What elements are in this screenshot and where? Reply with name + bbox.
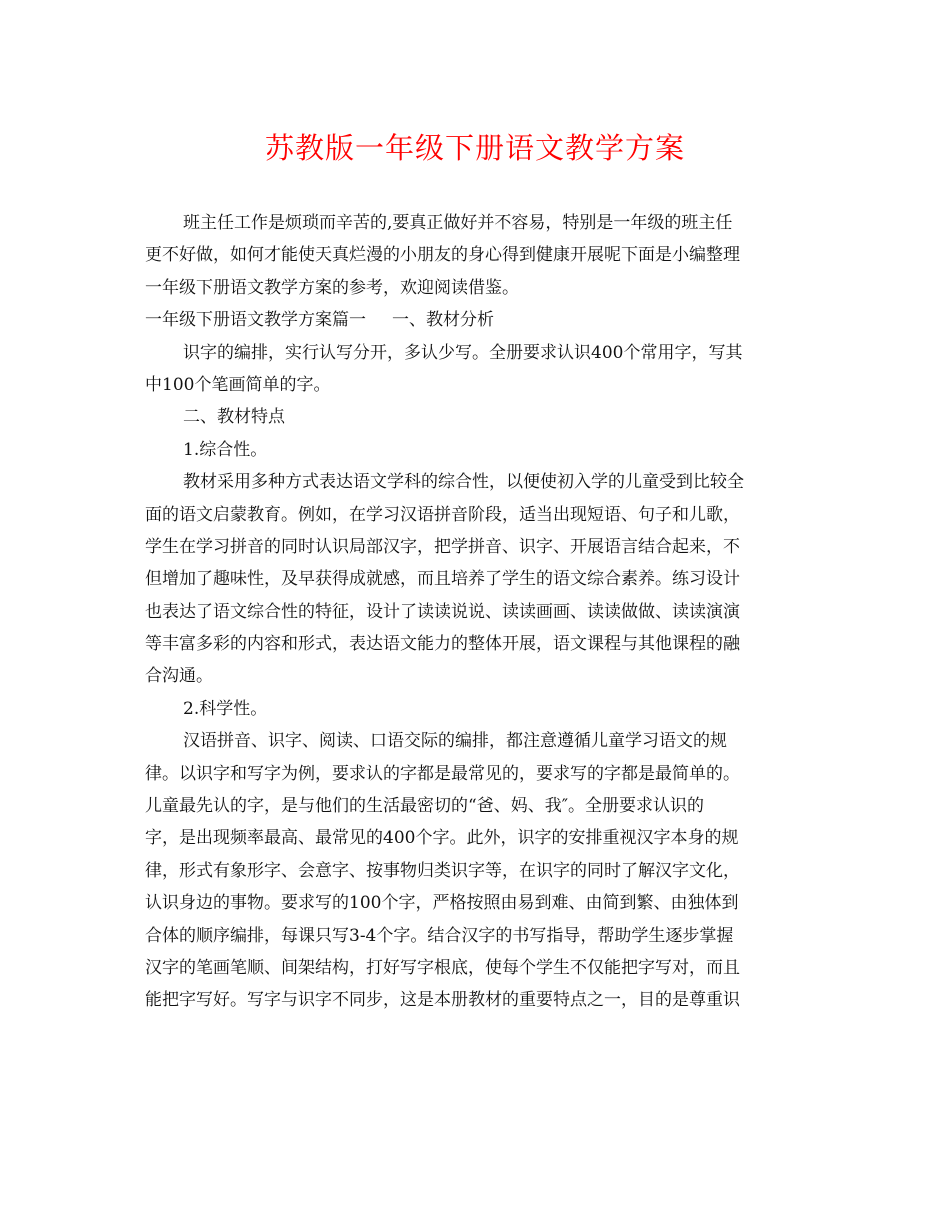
paragraph-line: 更不好做，如何才能使天真烂漫的小朋友的身心得到健康开展呢下面是小编整理 bbox=[145, 245, 740, 266]
list-heading: 1.综合性。 bbox=[183, 439, 268, 460]
document-title: 苏教版一年级下册语文教学方案 bbox=[264, 131, 685, 165]
paragraph-line: 班主任工作是烦琐而辛苦的,要真正做好并不容易，特别是一年级的班主任 bbox=[183, 213, 733, 233]
paragraph-line: 合体的顺序编排，每课只写3-4个字。结合汉字的书写指导，帮助学生逐步掌握 bbox=[145, 925, 734, 946]
paragraph-line: 也表达了语文综合性的特征，设计了读读说说、读读画画、读读做做、读读演演 bbox=[145, 601, 740, 622]
paragraph-line: 中100个笔画简单的字。 bbox=[145, 374, 331, 395]
paragraph-line: 教材采用多种方式表达语文学科的综合性，以便使初入学的儿童受到比较全 bbox=[183, 472, 744, 493]
paragraph-line: 学生在学习拼音的同时认识局部汉字，把学拼音、识字、开展语言结合起来，不 bbox=[145, 536, 740, 557]
paragraph-line: 字，是出现频率最高、最常见的400个字。此外，识字的安排重视汉字本身的规 bbox=[145, 828, 739, 849]
paragraph-line: 认识身边的事物。要求写的100个字，严格按照由易到难、由简到繁、由独体到 bbox=[145, 893, 739, 914]
paragraph-line: 汉字的笔画笔顺、间架结构，打好写字根底，使每个学生不仅能把字写对，而且 bbox=[145, 957, 740, 978]
subsection-heading: 一、教材分析 bbox=[392, 310, 494, 331]
paragraph-line: 儿童最先认的字，是与他们的生活最密切的“爸、妈、我″。全册要求认识的 bbox=[145, 796, 705, 817]
paragraph-line: 面的语文启蒙教育。例如，在学习汉语拼音阶段，适当出现短语、句子和儿歌， bbox=[145, 504, 740, 525]
paragraph-line: 合沟通。 bbox=[145, 666, 213, 687]
section-heading: 一年级下册语文教学方案篇一 bbox=[145, 310, 366, 331]
list-heading: 2.科学性。 bbox=[183, 698, 268, 719]
paragraph-line: 但增加了趣味性，及早获得成就感，而且培养了学生的语文综合素养。练习设计 bbox=[145, 569, 740, 590]
section-heading-line bbox=[145, 304, 805, 336]
document-body bbox=[145, 207, 805, 1017]
subsection-heading: 二、教材特点 bbox=[183, 407, 285, 428]
paragraph-line: 汉语拼音、识字、阅读、口语交际的编排，都注意遵循儿童学习语文的规 bbox=[183, 731, 727, 752]
paragraph-line: 能把字写好。写字与识字不同步，这是本册教材的重要特点之一，目的是尊重识 bbox=[145, 990, 740, 1011]
paragraph-line: 律。以识字和写字为例，要求认的字都是最常见的，要求写的字都是最简单的。 bbox=[145, 763, 740, 784]
paragraph-line: 识字的编排，实行认写分开，多认少写。全册要求认识400个常用字，写其 bbox=[183, 342, 743, 363]
paragraph-line: 等丰富多彩的内容和形式，表达语文能力的整体开展，语文课程与其他课程的融 bbox=[145, 634, 740, 655]
paragraph-line: 律，形式有象形字、会意字、按事物归类识字等，在识字的同时了解汉字文化， bbox=[145, 860, 740, 881]
paragraph-line: 一年级下册语文教学方案的参考，欢迎阅读借鉴。 bbox=[145, 277, 519, 298]
